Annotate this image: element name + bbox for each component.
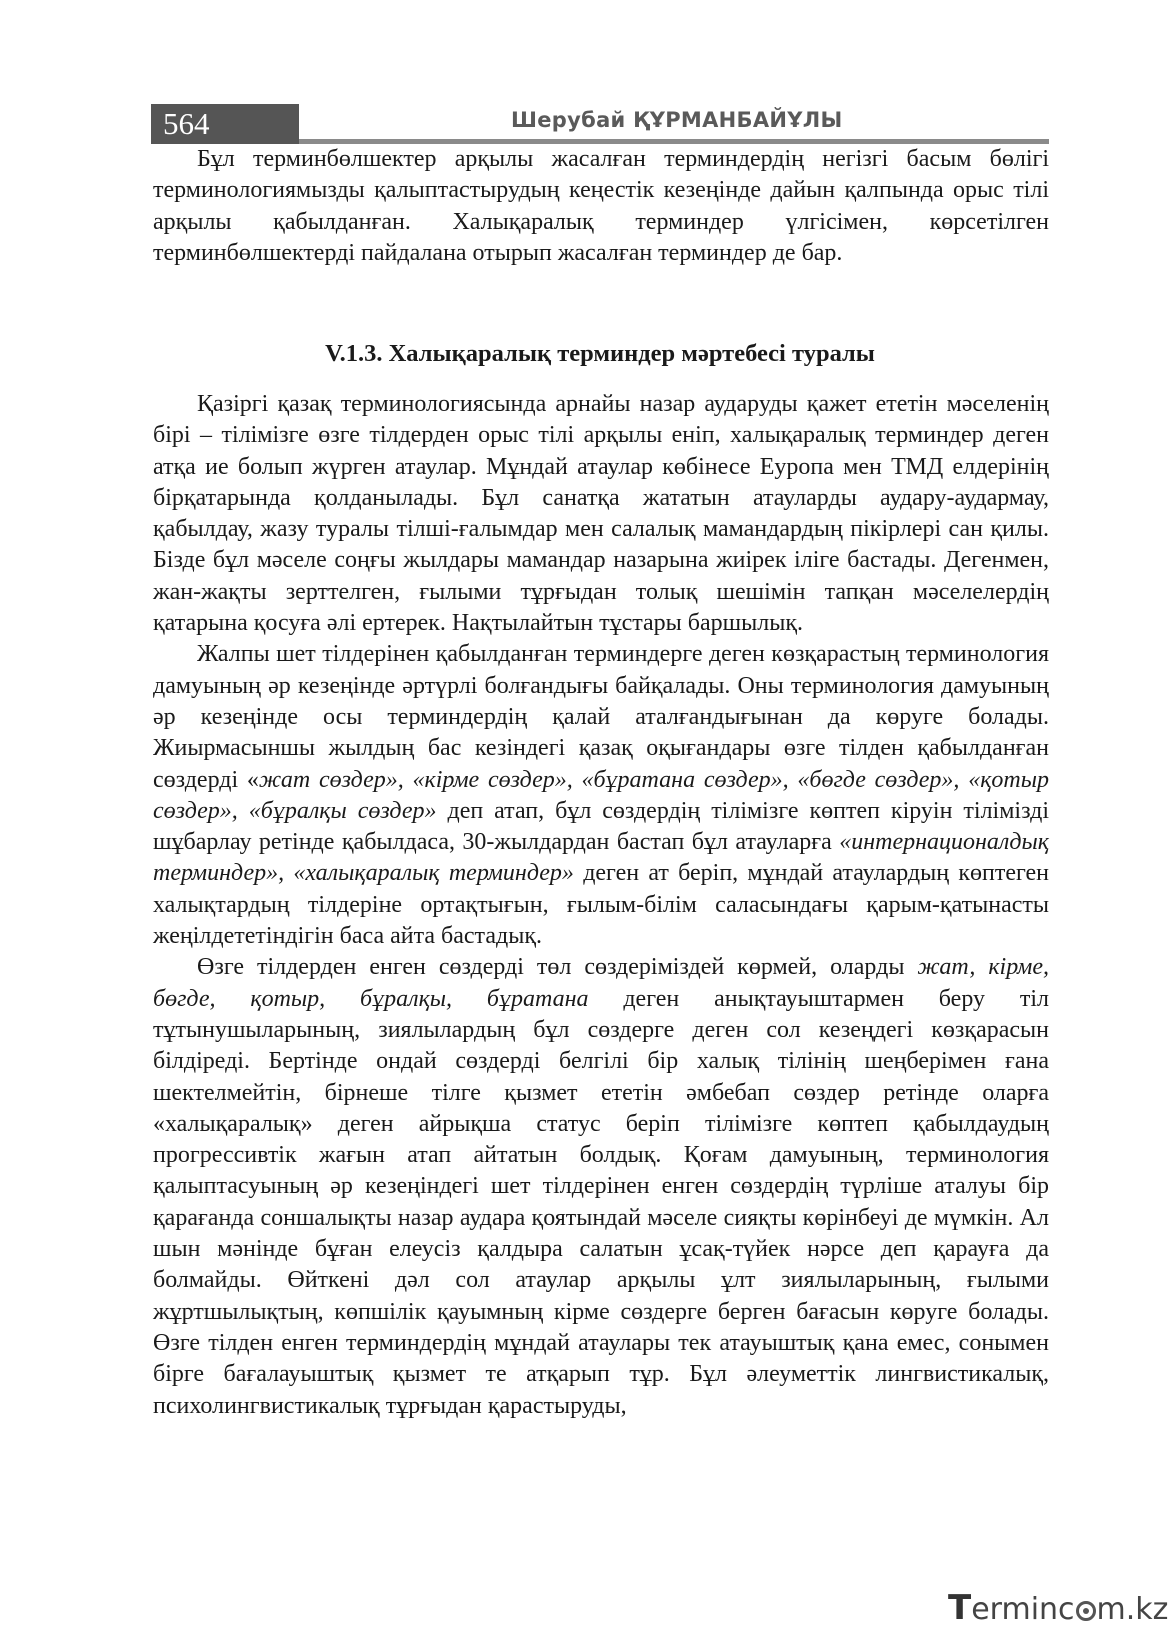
p3-text-1: Өзге тілдерден енген сөздерді төл сөздеріміздей көрмей, оларды bbox=[197, 954, 918, 981]
p2-text-2: деп атап, бұл сөздердің тілімізге көптеп кіруін тілімізді шұбарлау ретінде қабылдаса, 30-жылдардан бастап бұл атауларға bbox=[153, 797, 1049, 856]
p3-text-2: деген анықтауыштармен беру тіл тұтынушыларының, зиялылардың бұл сөздерге деген сол кезеңдегі көзқарасын білдіреді. Бертінде ондай сөздерді белгілі бір халық тілінің шеңберімен ғана шектелмейтін, бірнеше тілге қызмет ететін әмбебап сөздер ретінде оларға «халықаралық» деген айрықша статус беріп тілімізге көптеп қабылдаудың прогрессивтік жағын атап айтатын болдық. Қоғам дамуының, терминология қалыптасуының әр кезеңіндегі шет тілдерінен енген сөздердің түрліше аталуы бір қарағанда соншалықты назар аударa қоятындай мәселе сияқты көрінбеуі де мүмкін. Ал шын мәнінде бұған елеусіз қалдыра салатын ұсақ-түйек нәрсе деп қарауға да болмайды. Өйткені дәл сол атаулар арқылы ұлт зиялыларының, ғылыми жұртшылықтың, көпшілік қауымның кірме сөздерге берген бағасын көруге болады. Өзге тілден енген терминдердің мұндай атаулары тек атауыштық қана емес, сонымен бірге бағалауыштық қызмет те атқарып тұр. Бұл әлеуметтік лингвистикалық, психолингвистикалық тұрғыдан қарастыруды, bbox=[153, 985, 1049, 1419]
watermark-logo bbox=[948, 1588, 1168, 1628]
p2-italic-2: «интернационалдық терминдер», «халықаралық терминдер» bbox=[153, 829, 1049, 887]
page-number: 564 bbox=[151, 104, 299, 144]
p3-italic-1: жат, кірме, бөгде, қотыр, бұралқы, бұратана bbox=[153, 954, 1049, 1012]
watermark-end: m.kz bbox=[1096, 1592, 1168, 1627]
paragraph-2 bbox=[153, 639, 1049, 952]
page-header bbox=[151, 104, 1049, 144]
p2-text-3: деген ат беріп, мұндай атаулардың көптеген халықтардың тілдеріне ортақтығын, ғылым-білім саласындағы қарым-қатынасты жеңілдететіндігін баса айта бастадық. bbox=[153, 860, 1050, 950]
intro-paragraph: Бұл терминбөлшектер арқылы жасалған терминдердің негізгі басым бөлігі терминологиямызды қалыптастырудың кеңестік кезеңінде дайын қалпында орыс тілі арқылы қабылданған. Халықаралық терминдер үлгісімен, көрсетілген терминбөлшектерді пайдалана отырып жасалған терминдер де бар. bbox=[153, 146, 1049, 266]
running-head: Шерубай ҚҰРМАНБАЙҰЛЫ bbox=[511, 108, 843, 132]
paragraph-3 bbox=[153, 952, 1049, 1421]
body-text bbox=[153, 389, 1049, 1422]
watermark-t: T bbox=[948, 1588, 972, 1628]
paragraph-1: Қазіргі қазақ терминологиясында арнайы назар аударуды қажет ететін мәселенің бірі – тілімізге өзге тілдерден орыс тілі арқылы еніп, халықаралық терминдер деген атқа ие болып жүрген атаулар. Мұндай атаулар көбінесе Еуропа мен ТМД елдерінің бірқатарында қолданылады. Бұл санатқа жататын атауларды аудару-аудармау, қабылдау, жазу туралы тілші-ғалымдар мен салалық мамандардың пікірлері сан қилы. Бізде бұл мәселе соңғы жылдары мамандар назарына жиірек іліге бастады. Дегенмен, жан-жақты зерттелген, ғылыми тұрғыдан толық шешімін тапқан мәселелердің қатарына қосуға әлі ертерек. Нақтылайтын тұстары баршылық. bbox=[153, 391, 1049, 637]
p2-text-1: Жалпы шет тілдерінен қабылданған терминдерге деген көзқарастың терминология дамуының әр кезеңінде әртүрлі болғандығы байқалады. Оны терминология дамуының әр кезеңінде осы терминдердің қалай аталғандығынан да көруге болады. Жиырмасыншы жылдың бас кезіндегі қазақ оқығандары өзге тілден қабылданған сөздерді « bbox=[153, 641, 1049, 793]
section-title: V.1.3. Халықаралық терминдер мәртебесі туралы bbox=[325, 340, 875, 367]
watermark-mid: erminc bbox=[971, 1592, 1075, 1627]
globe-icon bbox=[1076, 1601, 1096, 1621]
intro-text bbox=[153, 144, 1049, 269]
p2-italic-1: жат сөздер», «кірме сөздер», «бұратана сөздер», «бөгде сөздер», «қотыр сөздер», «бұралқы сөздер» bbox=[153, 766, 1050, 824]
